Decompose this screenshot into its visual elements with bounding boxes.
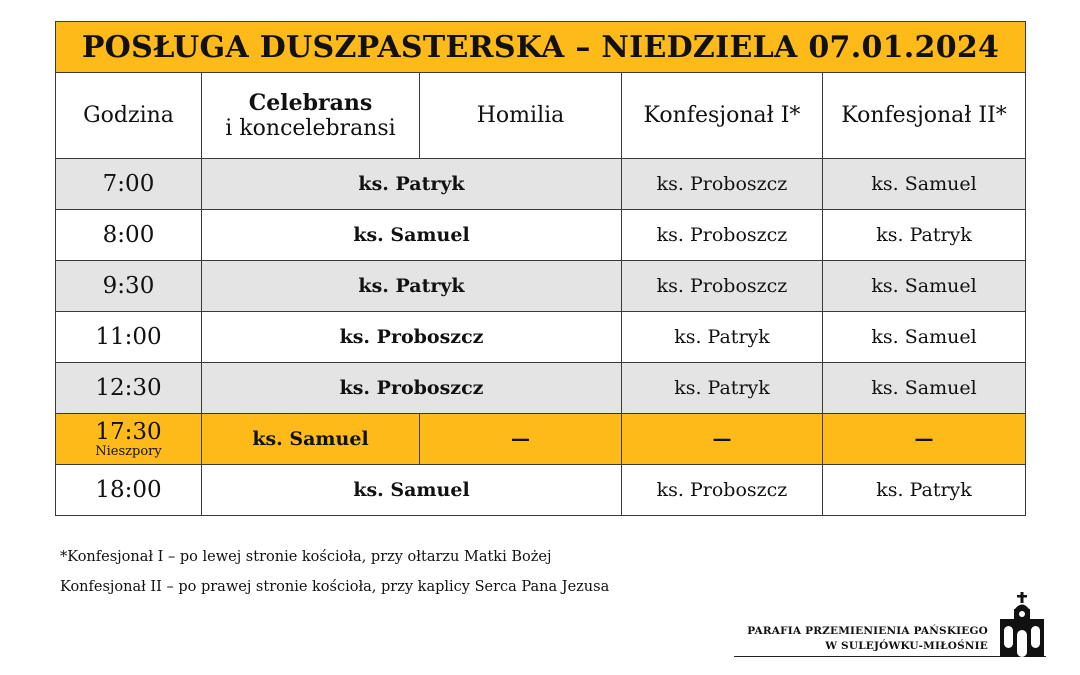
footnote-konfesjonal-1: *Konfesjonał I – po lewej stronie kościoła, przy ołtarzu Matki Bożej bbox=[60, 549, 552, 565]
konfesjonal-2-cell: ks. Samuel bbox=[823, 159, 1026, 210]
konfesjonal-1-cell: ks. Proboszcz bbox=[622, 261, 823, 312]
celebrans-cell: ks. Proboszcz bbox=[202, 312, 622, 363]
konfesjonal-1-cell: ks. Patryk bbox=[622, 363, 823, 414]
table-row bbox=[56, 210, 1026, 261]
schedule-table bbox=[55, 21, 1026, 516]
konfesjonal-1-cell: ks. Patryk bbox=[622, 312, 823, 363]
table-row bbox=[56, 159, 1026, 210]
table-row bbox=[56, 363, 1026, 414]
time-cell bbox=[56, 414, 202, 465]
konfesjonal-2-cell: ks. Patryk bbox=[823, 465, 1026, 516]
konfesjonal-2-cell: — bbox=[823, 414, 1026, 465]
konfesjonal-2-cell: ks. Samuel bbox=[823, 261, 1026, 312]
footnote-konfesjonal-2: Konfesjonał II – po prawej stronie kościoła, przy kaplicy Serca Pana Jezusa bbox=[60, 579, 610, 595]
time-cell: 7:00 bbox=[56, 159, 202, 210]
konfesjonal-2-cell: ks. Samuel bbox=[823, 312, 1026, 363]
header-homilia: Homilia bbox=[420, 73, 622, 159]
table-row bbox=[56, 465, 1026, 516]
time-cell: 18:00 bbox=[56, 465, 202, 516]
time-cell: 11:00 bbox=[56, 312, 202, 363]
parish-name-line1: PARAFIA PRZEMIENIENIA PAŃSKIEGO bbox=[747, 625, 988, 637]
celebrans-cell: ks. Samuel bbox=[202, 210, 622, 261]
homilia-cell: — bbox=[420, 414, 622, 465]
page-title: POSŁUGA DUSZPASTERSKA – NIEDZIELA 07.01.2024 bbox=[56, 22, 1026, 73]
church-icon bbox=[998, 592, 1046, 658]
time-value: 17:30 bbox=[95, 419, 162, 445]
time-subtitle: Nieszpory bbox=[95, 444, 162, 459]
konfesjonal-2-cell: ks. Samuel bbox=[823, 363, 1026, 414]
celebrans-cell: ks. Proboszcz bbox=[202, 363, 622, 414]
table-row-vespers bbox=[56, 414, 1026, 465]
time-cell: 9:30 bbox=[56, 261, 202, 312]
header-celebrans-main: Celebrans bbox=[248, 89, 373, 116]
header-celebrans bbox=[202, 73, 420, 159]
parish-logo bbox=[734, 592, 1046, 658]
footnotes bbox=[60, 547, 609, 607]
header-konfesjonal-2: Konfesjonał II* bbox=[823, 73, 1026, 159]
table-row bbox=[56, 261, 1026, 312]
parish-name bbox=[747, 624, 988, 654]
celebrans-cell: ks. Samuel bbox=[202, 414, 420, 465]
header-godzina: Godzina bbox=[56, 73, 202, 159]
konfesjonal-1-cell: ks. Proboszcz bbox=[622, 210, 823, 261]
konfesjonal-1-cell: ks. Proboszcz bbox=[622, 159, 823, 210]
celebrans-cell: ks. Samuel bbox=[202, 465, 622, 516]
header-row bbox=[56, 73, 1026, 159]
header-celebrans-sub: i koncelebransi bbox=[225, 115, 396, 141]
konfesjonal-2-cell: ks. Patryk bbox=[823, 210, 1026, 261]
time-cell: 8:00 bbox=[56, 210, 202, 261]
header-konfesjonal-1: Konfesjonał I* bbox=[622, 73, 823, 159]
konfesjonal-1-cell: ks. Proboszcz bbox=[622, 465, 823, 516]
table-row bbox=[56, 312, 1026, 363]
celebrans-cell: ks. Patryk bbox=[202, 159, 622, 210]
parish-name-line2: W SULEJÓWKU-MIŁOŚNIE bbox=[825, 640, 988, 652]
time-cell: 12:30 bbox=[56, 363, 202, 414]
konfesjonal-1-cell: — bbox=[622, 414, 823, 465]
celebrans-cell: ks. Patryk bbox=[202, 261, 622, 312]
